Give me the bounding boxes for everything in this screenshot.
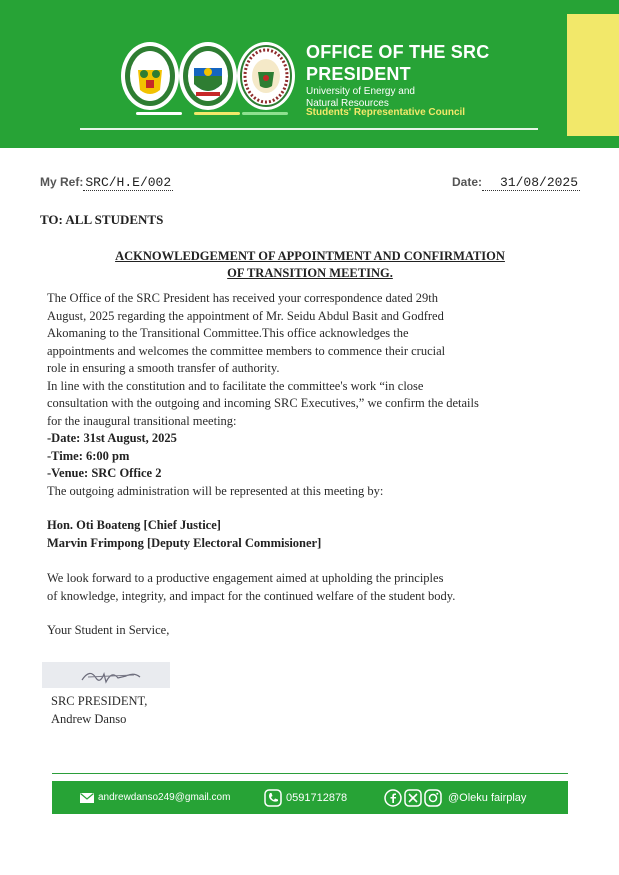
paragraph-closing: [47, 570, 582, 605]
university-name-line1: University of Energy and: [306, 86, 415, 97]
sign-off: Your Student in Service,: [47, 623, 170, 637]
signature-image: [42, 662, 170, 688]
representative-2: Marvin Frimpong [Deputy Electoral Commisioner]: [47, 535, 322, 550]
office-title-line1: OFFICE OF THE SRC: [306, 42, 490, 62]
src-crest-emblem: [120, 40, 180, 112]
paragraph-meeting-intro: [47, 378, 582, 431]
handwritten-signature: [42, 662, 170, 688]
ref-value: SRC/H.E/002: [85, 175, 172, 190]
letter-subject: [60, 248, 560, 282]
footer-social[interactable]: [384, 781, 526, 814]
email-text: andrewdanso249@gmail.com: [98, 792, 231, 803]
ref-label: My Ref:: [40, 175, 84, 189]
signatory-block: [51, 692, 147, 728]
council-seal-emblem: [236, 40, 296, 112]
meeting-venue: -Venue: SRC Office 2: [47, 466, 162, 480]
date-label: Date:: [452, 175, 483, 189]
phone-icon: [264, 789, 282, 807]
logo-underline-white: [136, 112, 182, 115]
meeting-date: -Date: 31st August, 2025: [47, 431, 177, 445]
signatory-name: Andrew Danso: [51, 712, 127, 726]
logo-group: [120, 40, 296, 116]
text-line: We look forward to a productive engagement aimed at upholding the principles: [47, 571, 444, 585]
office-title-line2: PRESIDENT: [306, 64, 411, 84]
footer-email[interactable]: [80, 781, 230, 814]
text-line: role in ensuring a smooth transfer of authority.: [47, 361, 280, 375]
x-icon: [404, 789, 422, 807]
logo-underline-green: [242, 112, 288, 115]
date-value: 31/08/2025: [482, 175, 580, 191]
addressee: TO: ALL STUDENTS: [40, 212, 164, 227]
text-line: Akomaning to the Transitional Committee.This office acknowledges the: [47, 326, 409, 340]
footer-divider: [52, 773, 568, 774]
representation-note: The outgoing administration will be represented at this meeting by:: [47, 483, 384, 498]
university-logo: [178, 40, 238, 112]
university-crest-emblem: [178, 40, 238, 112]
text-line: consultation with the outgoing and incoming SRC Executives,” we confirm the details: [47, 396, 479, 410]
header-divider: [80, 128, 538, 130]
text-line: appointments and welcomes the committee members to commence their crucial: [47, 343, 446, 358]
subject-line2: OF TRANSITION MEETING.: [227, 266, 393, 280]
meeting-time: -Time: 6:00 pm: [47, 448, 130, 463]
src-logo: [120, 40, 180, 112]
text-line: for the inaugural transitional meeting:: [47, 413, 237, 428]
footer-contact-bar: [52, 781, 568, 814]
letterhead-banner: [0, 0, 619, 148]
paragraph-acknowledgement: [47, 290, 582, 378]
university-name-line2: Natural Resources: [306, 98, 389, 109]
phone-text: 0591712878: [286, 791, 348, 804]
instagram-icon: [424, 789, 442, 807]
signatory-title: SRC PRESIDENT,: [51, 694, 148, 708]
text-line: August, 2025 regarding the appointment of Mr. Seidu Abdul Basit and Godfred: [47, 308, 444, 323]
representative-1: Hon. Oti Boateng [Chief Justice]: [47, 518, 221, 532]
council-seal-logo: [236, 40, 296, 112]
text-line: of knowledge, integrity, and impact for the continued welfare of the student body.: [47, 588, 456, 603]
reference-number: [40, 175, 173, 191]
yellow-accent-block: [567, 14, 619, 136]
office-title: [306, 41, 556, 85]
subject-line1: ACKNOWLEDGEMENT OF APPOINTMENT AND CONFIRMATION: [115, 249, 505, 263]
social-handle: @Oleku fairplay: [448, 791, 527, 804]
mail-icon: [80, 793, 94, 803]
text-line: The Office of the SRC President has received your correspondence dated 29th: [47, 291, 438, 305]
council-name: Students' Representative Council: [306, 107, 466, 118]
letter-date: [452, 175, 580, 191]
footer-phone[interactable]: [264, 781, 347, 814]
facebook-icon: [384, 789, 402, 807]
text-line: In line with the constitution and to facilitate the committee's work “in close: [47, 378, 424, 393]
logo-underline-yellow: [194, 112, 240, 115]
